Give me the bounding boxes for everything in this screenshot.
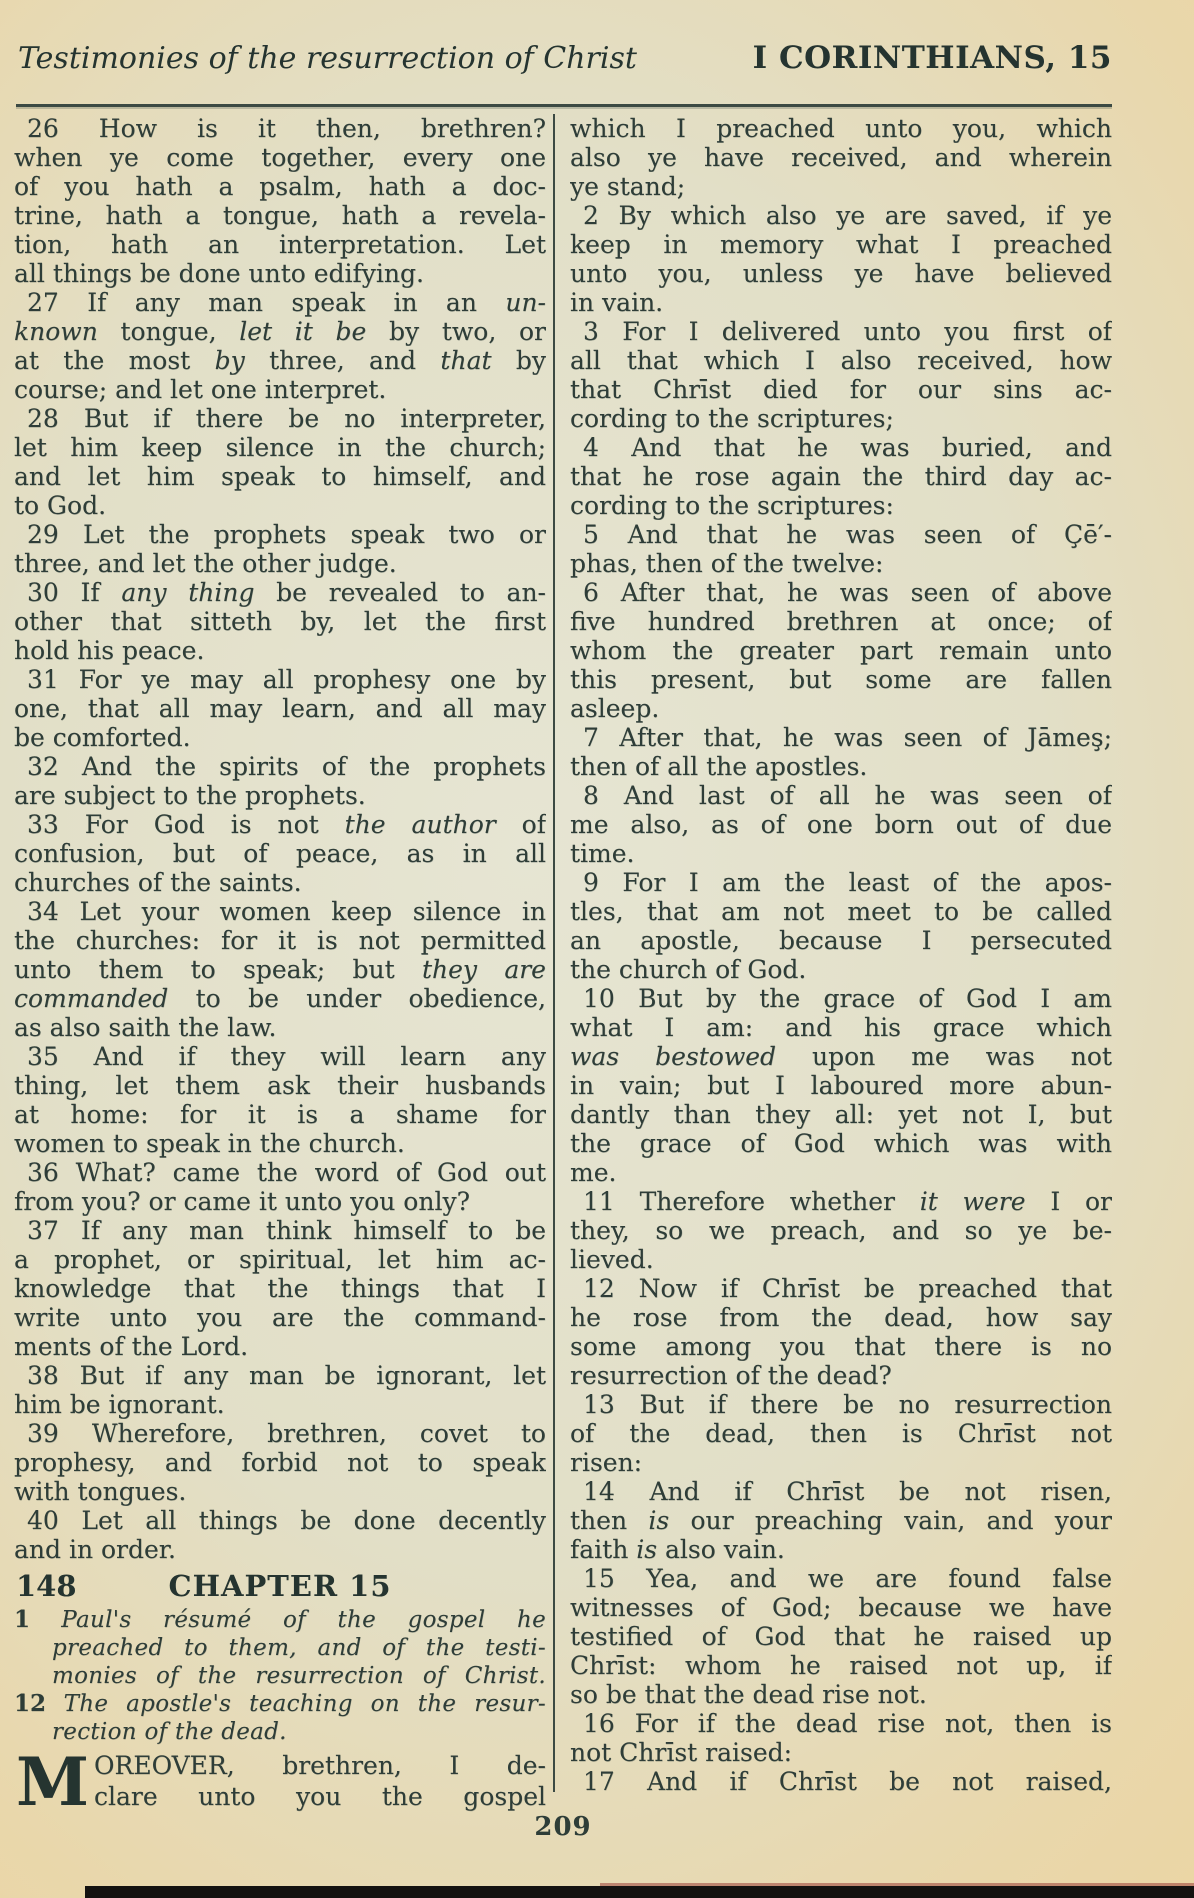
verse xyxy=(570,433,1112,520)
left-column xyxy=(14,114,546,1821)
chapter-title: CHAPTER 15 xyxy=(168,1569,392,1603)
verse-line: 32 And the spirits of the prophets xyxy=(27,752,546,781)
verse-line: 33 For God is not the author of xyxy=(27,810,546,839)
right-column xyxy=(570,114,1112,1796)
verse-line: 17 And if Chrīst be not raised, xyxy=(583,1767,1112,1796)
running-head xyxy=(18,40,1112,76)
verse-line: 13 But if there be no resurrection xyxy=(583,1390,1112,1419)
verse-line: then of all the apostles. xyxy=(570,752,868,781)
verse-line: from you? or came it unto you only? xyxy=(14,1187,470,1216)
verse xyxy=(14,1506,546,1564)
verse-line: at the most by three, and that by xyxy=(14,346,546,375)
verse-line: one, that all may learn, and all may xyxy=(14,694,546,723)
verse-line: 38 But if any man be ignorant, let xyxy=(27,1361,546,1390)
verse xyxy=(14,114,546,288)
verse-line: 28 But if there be no interpreter, xyxy=(27,404,546,433)
verse-line: ments of the Lord. xyxy=(14,1332,249,1361)
verse-line: three, and let the other judge. xyxy=(14,549,397,578)
verse-line: some among you that there is no xyxy=(570,1332,1112,1361)
chapter-heading xyxy=(14,1568,546,1606)
verse-line: was bestowed upon me was not xyxy=(570,1042,1112,1071)
verse-line: 5 And that he was seen of Çē′- xyxy=(583,520,1112,549)
book-edge-shadow xyxy=(85,1886,1194,1898)
verse xyxy=(570,520,1112,578)
verse-line: that Chrīst died for our sins ac- xyxy=(570,375,1112,404)
verse-line: 3 For I delivered unto you first of xyxy=(583,317,1112,346)
verse xyxy=(570,781,1112,868)
verse-line: an apostle, because I persecuted xyxy=(570,926,1112,955)
verse xyxy=(14,1158,546,1216)
verse-line: resurrection of the dead? xyxy=(570,1361,892,1390)
verse-line: he rose from the dead, how say xyxy=(570,1303,1112,1332)
verse xyxy=(14,578,546,665)
summary-line: 1 Paul's résumé of the gospel he xyxy=(14,1606,546,1633)
verse-line: known tongue, let it be by two, or xyxy=(14,317,546,346)
verse xyxy=(14,1042,546,1158)
verse-line: risen: xyxy=(570,1448,643,1477)
drop-cap: M xyxy=(16,1743,90,1821)
verse-line: 4 And that he was buried, and xyxy=(583,433,1112,462)
header-rule xyxy=(16,104,1112,107)
verse-line: 8 And last of all he was seen of xyxy=(583,781,1112,810)
verse-line: 37 If any man think himself to be xyxy=(27,1216,546,1245)
verse-line: five hundred brethren at once; of xyxy=(570,607,1112,636)
verse-line: are subject to the prophets. xyxy=(14,781,366,810)
verse-line: of the dead, then is Chrīst not xyxy=(570,1419,1112,1448)
verse-line: the grace of God which was with xyxy=(570,1129,1112,1158)
verse xyxy=(570,723,1112,781)
verse-line: the church of God. xyxy=(570,955,807,984)
verse xyxy=(14,897,546,1042)
verse-line: lieved. xyxy=(570,1245,654,1274)
verse-line: of you hath a psalm, hath a doc- xyxy=(14,172,546,201)
verse xyxy=(570,201,1112,317)
summary-line: rection of the dead. xyxy=(52,1719,287,1745)
verse-line: unto them to speak; but they are xyxy=(14,955,546,984)
verse-line: 14 And if Chrīst be not risen, xyxy=(583,1477,1112,1506)
verse-line: other that sitteth by, let the first xyxy=(14,607,546,636)
verse-line: 30 If any thing be revealed to an- xyxy=(27,578,546,607)
verse-line: 2 By which also ye are saved, if ye xyxy=(583,201,1112,230)
verse-line: faith is also vain. xyxy=(570,1535,785,1564)
verse-line: OREOVER, brethren, I de- xyxy=(94,1751,546,1780)
verse-line: in vain; but I laboured more abun- xyxy=(570,1071,1112,1100)
verse-line: not Chrīst raised: xyxy=(570,1738,793,1767)
verse xyxy=(14,665,546,752)
verse-line: and in order. xyxy=(14,1535,176,1564)
summary-line: 12 The apostle's teaching on the resur- xyxy=(14,1690,546,1717)
verse-line: what I am: and his grace which xyxy=(570,1013,1112,1042)
verse-line: whom the greater part remain unto xyxy=(570,636,1112,665)
verse-line: when ye come together, every one xyxy=(14,143,546,172)
dropcap-verse xyxy=(14,1743,546,1821)
verse-line: testified of God that he raised up xyxy=(570,1622,1112,1651)
verse-line: be comforted. xyxy=(14,723,191,752)
verse-line: me. xyxy=(570,1158,617,1187)
verse xyxy=(570,317,1112,433)
verse-line: this present, but some are fallen xyxy=(570,665,1112,694)
verse xyxy=(14,1419,546,1506)
verse-line: knowledge that the things that I xyxy=(14,1274,546,1303)
verse-line: 29 Let the prophets speak two or xyxy=(27,520,546,549)
verse-line: so be that the dead rise not. xyxy=(570,1680,927,1709)
verse-line: to God. xyxy=(14,491,107,520)
verse xyxy=(570,578,1112,723)
verse-line: phas, then of the twelve: xyxy=(570,549,884,578)
verse-line: ye stand; xyxy=(570,172,686,201)
verse-line: clare unto you the gospel xyxy=(94,1782,546,1811)
verse xyxy=(570,1564,1112,1709)
section-number: 148 xyxy=(16,1569,77,1603)
verse-line: at home: for it is a shame for xyxy=(14,1100,546,1129)
summary-line: monies of the resurrection of Christ. xyxy=(52,1663,546,1689)
verse-line: 39 Wherefore, brethren, covet to xyxy=(27,1419,546,1448)
verse-line: unto you, unless ye have believed xyxy=(570,259,1112,288)
verse-line: a prophet, or spiritual, let him ac- xyxy=(14,1245,546,1274)
verse-line: 34 Let your women keep silence in xyxy=(27,897,546,926)
verse-line: course; and let one interpret. xyxy=(14,375,387,404)
verse-line: that he rose again the third day ac- xyxy=(570,462,1112,491)
verse-line: 11 Therefore whether it were I or xyxy=(583,1187,1112,1216)
verse-line: in vain. xyxy=(570,288,664,317)
verse-line: prophesy, and forbid not to speak xyxy=(14,1448,546,1477)
verse-line: 10 But by the grace of God I am xyxy=(583,984,1112,1013)
verse-line: 36 What? came the word of God out xyxy=(27,1158,546,1187)
verse-line: 9 For I am the least of the apos- xyxy=(583,868,1112,897)
verse-line: asleep. xyxy=(570,694,660,723)
verse-line: Chrīst: whom he raised not up, if xyxy=(570,1651,1112,1680)
running-head-book: I CORINTHIANS, 15 xyxy=(752,40,1112,76)
verse xyxy=(570,868,1112,984)
verse-line: 6 After that, he was seen of above xyxy=(583,578,1112,607)
verse xyxy=(14,404,546,520)
chapter-summary xyxy=(14,1606,546,1746)
verse-line: then is our preaching vain, and your xyxy=(570,1506,1112,1535)
verse-line: hold his peace. xyxy=(14,636,205,665)
verse-line: him be ignorant. xyxy=(14,1390,225,1419)
verse xyxy=(570,984,1112,1187)
verse xyxy=(570,1187,1112,1274)
page-number: 209 xyxy=(534,1812,592,1842)
verse-line: let him keep silence in the church; xyxy=(14,433,546,462)
verse-line: all that which I also received, how xyxy=(570,346,1112,375)
verse-line: 31 For ye may all prophesy one by xyxy=(27,665,546,694)
verse-line: commanded to be under obedience, xyxy=(14,984,546,1013)
verse-line: 40 Let all things be done decently xyxy=(27,1506,546,1535)
verse-line: write unto you are the command- xyxy=(14,1303,546,1332)
verse-line: 26 How is it then, brethren? xyxy=(27,114,546,143)
verse-line: trine, hath a tongue, hath a revela- xyxy=(14,201,546,230)
verse-line: they, so we preach, and so ye be- xyxy=(570,1216,1112,1245)
verse xyxy=(14,1216,546,1361)
verse xyxy=(570,1709,1112,1767)
verse-line: 15 Yea, and we are found false xyxy=(583,1564,1112,1593)
verse-line: dantly than they all: yet not I, but xyxy=(570,1100,1112,1129)
verse xyxy=(14,520,546,578)
verse-line: 35 And if they will learn any xyxy=(27,1042,546,1071)
verse-line: thing, let them ask their husbands xyxy=(14,1071,546,1100)
verse xyxy=(14,752,546,810)
verse-line: tles, that am not meet to be called xyxy=(570,897,1112,926)
verse-line: and let him speak to himself, and xyxy=(14,462,546,491)
verse-line: keep in memory what I preached xyxy=(570,230,1112,259)
verse-line: which I preached unto you, which xyxy=(570,114,1112,143)
verse-line: confusion, but of peace, as in all xyxy=(14,839,546,868)
verse-line: 16 For if the dead rise not, then is xyxy=(583,1709,1112,1738)
verse-line: tion, hath an interpretation. Let xyxy=(14,230,546,259)
verse xyxy=(570,1767,1112,1796)
verse-line: 12 Now if Chrīst be preached that xyxy=(583,1274,1112,1303)
verse xyxy=(14,810,546,897)
verse-line: me also, as of one born out of due xyxy=(570,810,1112,839)
verse xyxy=(14,288,546,404)
verse-line: women to speak in the church. xyxy=(14,1129,405,1158)
column-divider-rule xyxy=(553,114,555,1792)
verse xyxy=(570,1390,1112,1477)
verse-line: time. xyxy=(570,839,635,868)
verse-line: 27 If any man speak in an un- xyxy=(27,288,546,317)
verse-line: cording to the scriptures; xyxy=(570,404,894,433)
verse-line: also ye have received, and wherein xyxy=(570,143,1112,172)
verse-line: as also saith the law. xyxy=(14,1013,277,1042)
verse xyxy=(570,1477,1112,1564)
verse-line: the churches: for it is not permitted xyxy=(14,926,546,955)
running-head-title: Testimonies of the resurrection of Christ xyxy=(18,41,637,76)
summary-line: preached to them, and of the testi- xyxy=(52,1635,546,1661)
verse xyxy=(570,1274,1112,1390)
verse xyxy=(570,114,1112,201)
verse-line: with tongues. xyxy=(14,1477,187,1506)
verse xyxy=(14,1361,546,1419)
verse-line: cording to the scriptures: xyxy=(570,491,894,520)
verse-line: churches of the saints. xyxy=(14,868,302,897)
verse-line: witnesses of God; because we have xyxy=(570,1593,1112,1622)
verse-line: 7 After that, he was seen of Jāmeş; xyxy=(583,723,1112,752)
verse-line: all things be done unto edifying. xyxy=(14,259,424,288)
